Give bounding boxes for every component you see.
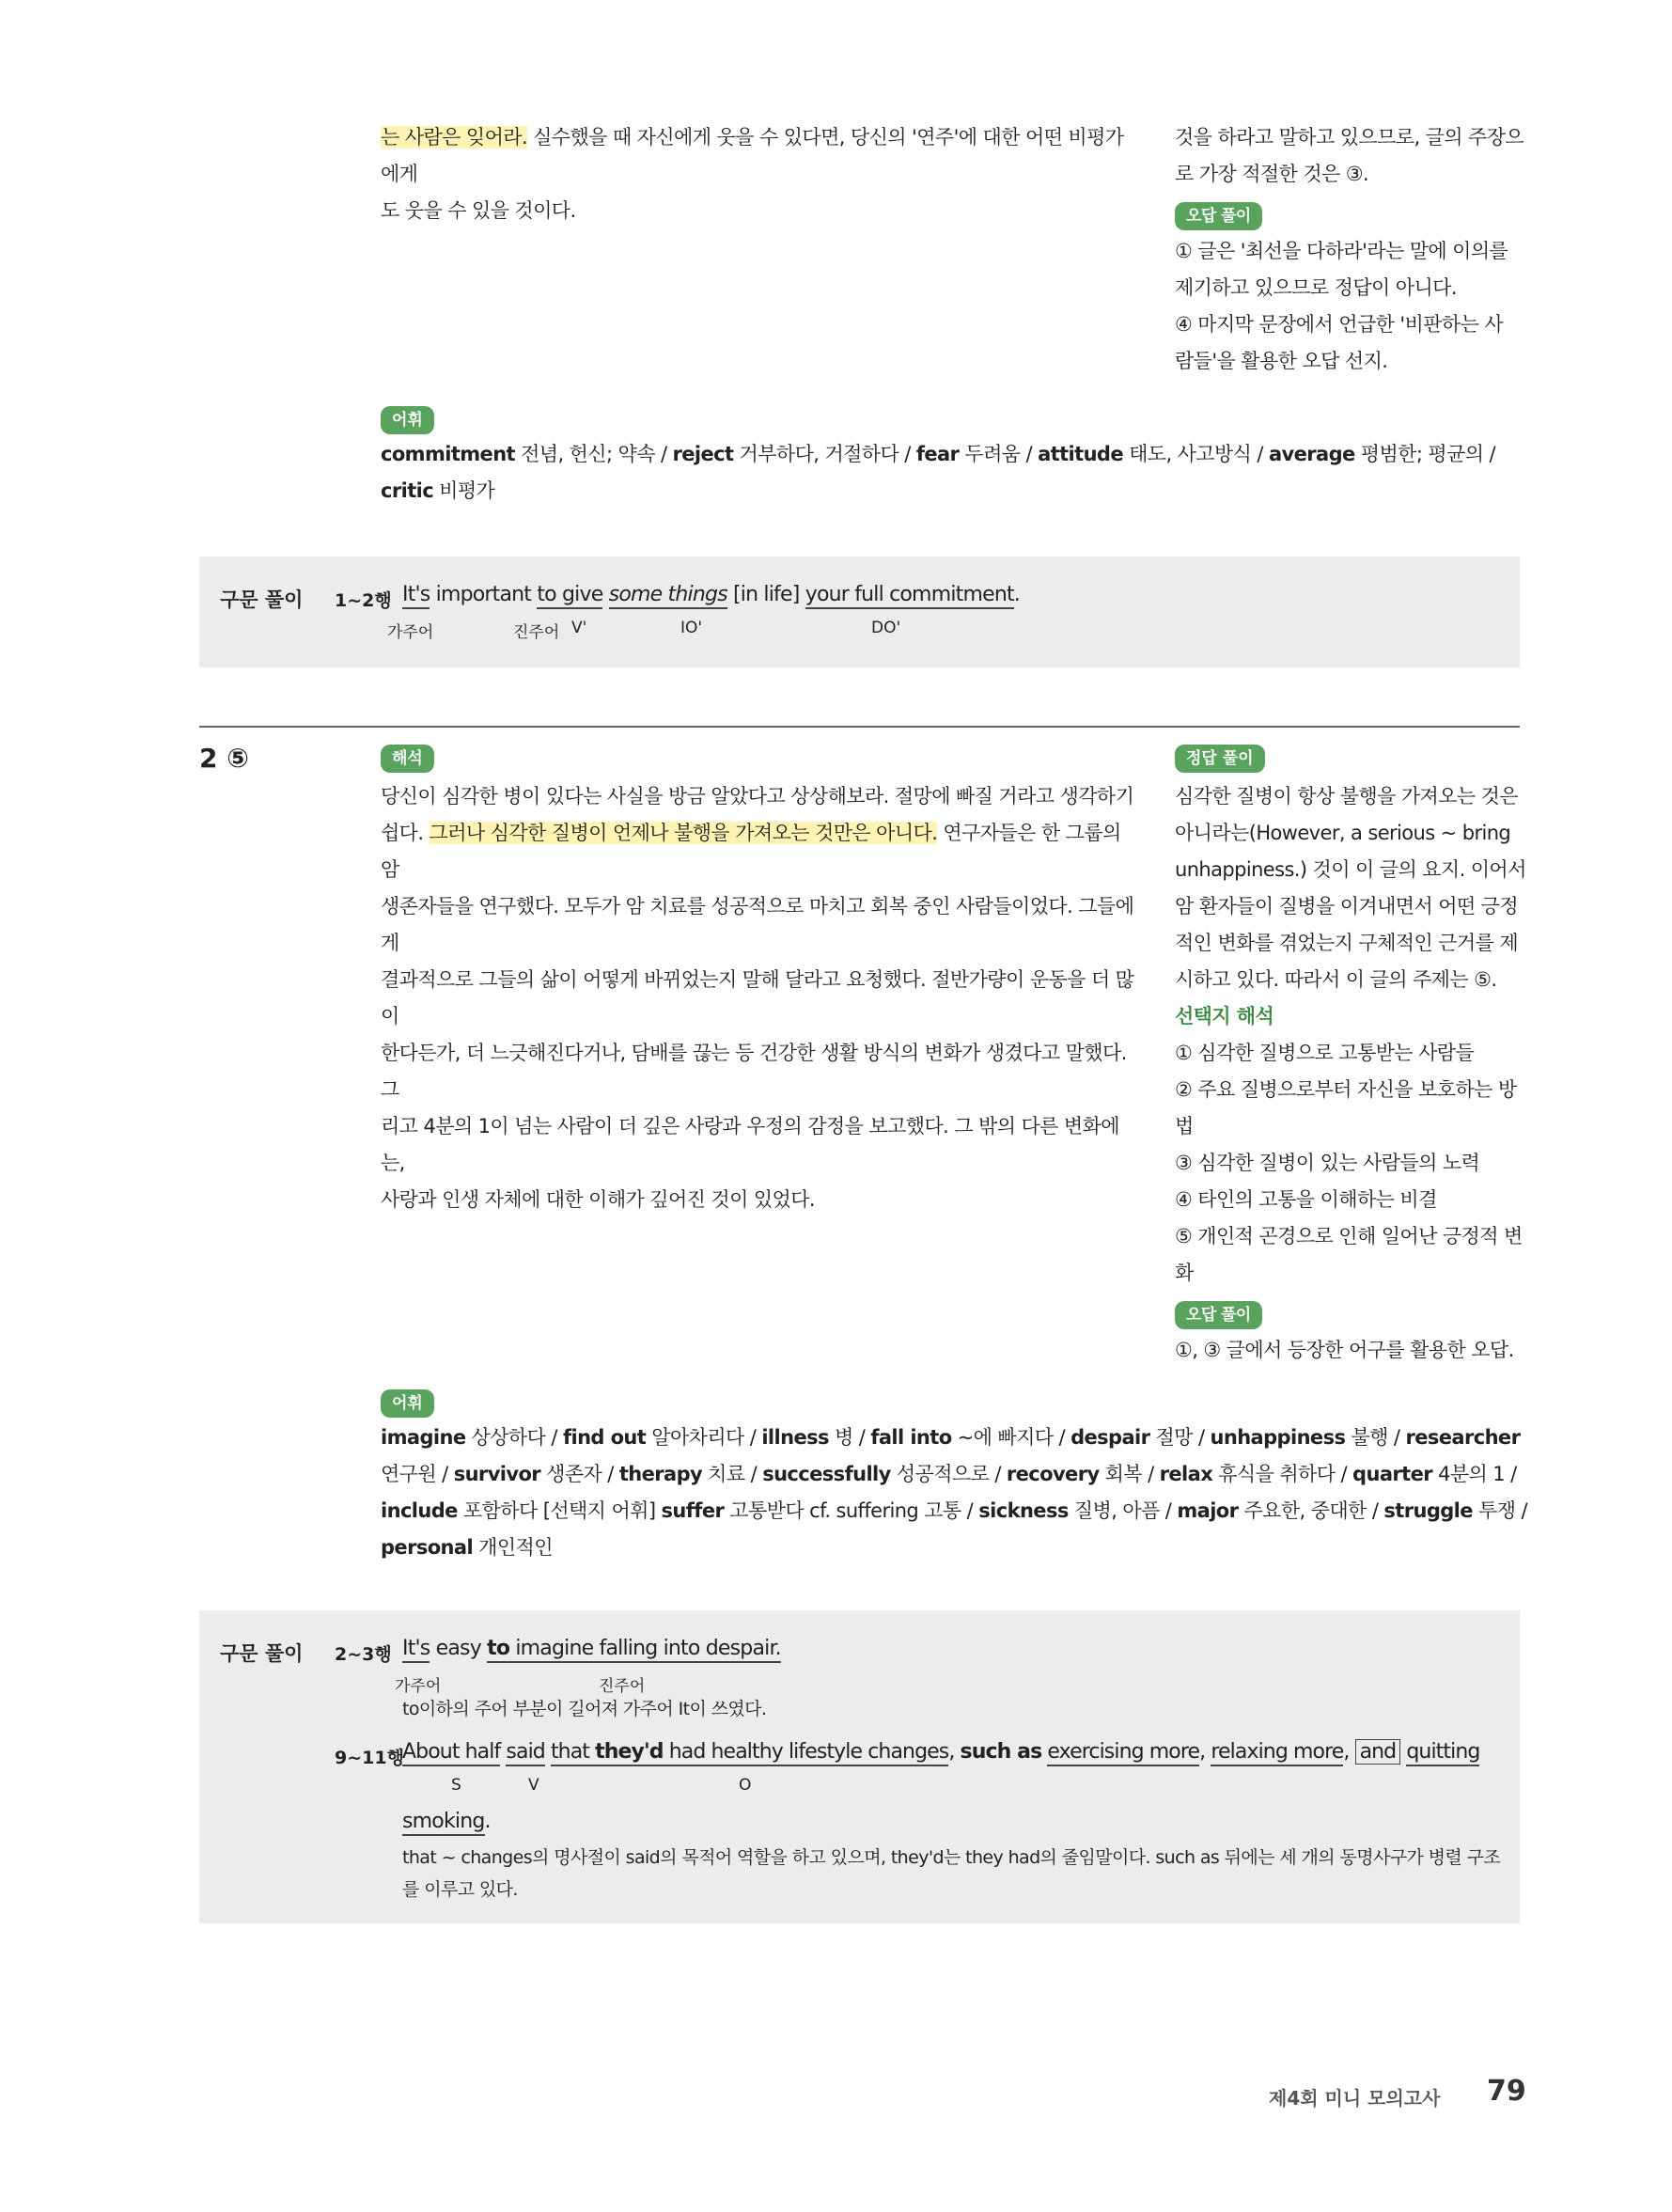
answer-line: 심각한 질병이 항상 불행을 가져오는 것은 <box>1175 785 1519 808</box>
syntax-label: 구문 풀이 <box>220 588 304 611</box>
sentence-part: imagine falling into despair. <box>509 1637 781 1660</box>
answer-line: 아니라는(However, a serious ~ bring <box>1175 822 1511 844</box>
vocab-meaning: 휴식을 취하다 / <box>1212 1463 1353 1485</box>
vocab-list-2 <box>381 1420 1537 1566</box>
sentence-part: said <box>506 1740 544 1766</box>
page-number: 79 <box>1487 2075 1526 2108</box>
line-number: 9~11행 <box>335 1748 404 1768</box>
sentence-part: some things <box>609 583 727 609</box>
answer-line: unhappiness.) 것이 이 글의 요지. 이어서 <box>1175 858 1526 881</box>
answer-line: 적인 변화를 겪었는지 구체적인 근거를 제 <box>1175 932 1519 954</box>
syntax-note-line: that ~ changes의 명사절이 said의 목적어 역할을 하고 있으며, they'd는 they had의 줄임말이다. such as 뒤에는 세 개의 동명사구가 병렬 구조 <box>402 1847 1501 1868</box>
vocab-meaning: 알아차리다 / <box>646 1426 762 1449</box>
vocab-word: major <box>1177 1499 1239 1522</box>
vocab-list-1 <box>381 436 1537 510</box>
grammar-label: DO' <box>871 619 901 637</box>
question-number-text: 2 <box>199 743 218 774</box>
vocab-meaning: 포함하다 [선택지 어휘] <box>457 1499 662 1522</box>
wrong-text: 람들'을 활용한 오답 선지. <box>1175 350 1388 372</box>
vocab-word: reject <box>672 443 734 465</box>
vocab-word: recovery <box>1006 1463 1100 1485</box>
syntax-note <box>402 1842 1511 1906</box>
q2-answer-column <box>1175 778 1532 1369</box>
choice-item: ① 심각한 질병으로 고통받는 사람들 <box>1175 1042 1475 1064</box>
interp-line: 사랑과 인생 자체에 대한 이해가 깊어진 것이 있었다. <box>381 1188 816 1211</box>
vocab-meaning: 치료 / <box>702 1463 763 1485</box>
interp-label-wrap <box>381 745 434 773</box>
vocab-section-2 <box>381 1389 434 1418</box>
vocab-word: critic <box>381 479 434 502</box>
wrong-answer-label: 오답 풀이 <box>1175 1301 1262 1329</box>
q2-interpretation <box>381 778 1142 1218</box>
interp-text: 실수했을 때 자신에게 웃을 수 있다면, 당신의 '연주'에 대한 어떤 비평가에게 <box>381 126 1124 185</box>
syntax-sentence-cont <box>402 1810 491 1833</box>
interp-line: 리고 4분의 1이 넘는 사람이 더 깊은 사랑과 우정의 감정을 보고했다. 그 밖의 다른 변화에는, <box>381 1115 1119 1174</box>
grammar-label: 진주어 <box>599 1677 646 1696</box>
sentence-part: About half <box>402 1740 500 1766</box>
sentence-part: , <box>1343 1740 1355 1764</box>
vocab-meaning: 고통받다 cf. suffering 고통 / <box>724 1499 979 1522</box>
sentence-part: [in life] <box>733 583 800 606</box>
vocab-meaning: 4분의 1 / <box>1432 1463 1517 1485</box>
vocab-word: find out <box>562 1426 647 1449</box>
vocab-word: sickness <box>978 1499 1069 1522</box>
vocab-meaning: 평범한; 평균의 / <box>1354 443 1495 465</box>
answer-line: 암 환자들이 질병을 이겨내면서 어떤 긍정 <box>1175 895 1519 918</box>
sentence-part: to give <box>537 583 602 609</box>
vocab-word: therapy <box>618 1463 703 1485</box>
vocab-meaning: 연구원 / <box>381 1463 454 1485</box>
question-answer: ⑤ <box>227 743 249 774</box>
wrong-text: ① 글은 '최선을 다하라'라는 말에 이의를 <box>1175 240 1508 262</box>
choice-item: ④ 타인의 고통을 이해하는 비결 <box>1175 1188 1437 1211</box>
vocab-word: imagine <box>381 1426 466 1449</box>
footer-title: 제4회 미니 모의고사 <box>1269 2087 1441 2110</box>
vocab-line <box>381 1530 1537 1566</box>
vocab-word: include <box>381 1499 458 1522</box>
vocab-word: despair <box>1070 1426 1150 1449</box>
vocab-meaning: 비평가 <box>433 479 495 502</box>
grammar-label: V <box>528 1776 539 1795</box>
sentence-part: smoking <box>402 1810 485 1836</box>
answer-line: 시하고 있다. 따라서 이 글의 주제는 ⑤. <box>1175 968 1497 991</box>
syntax-label: 구문 풀이 <box>220 1642 304 1665</box>
vocab-word: commitment <box>381 443 515 465</box>
syntax-sentence <box>402 1637 781 1660</box>
question-number <box>199 743 249 774</box>
interp-line: 한다든가, 더 느긋해진다거나, 담배를 끊는 등 건강한 생활 방식의 변화가 생겼다고 말했다. 그 <box>381 1042 1127 1101</box>
interp-line: 당신이 심각한 병이 있다는 사실을 방금 알았다고 상상해보라. 절망에 빠질 거라고 생각하기 <box>381 785 1134 808</box>
choice-item: ③ 심각한 질병이 있는 사람들의 노력 <box>1175 1152 1480 1174</box>
vocab-meaning: 주요한, 중대한 / <box>1238 1499 1384 1522</box>
vocab-word: researcher <box>1405 1426 1521 1449</box>
vocab-meaning: 절망 / <box>1149 1426 1211 1449</box>
answer-text: 것을 하라고 말하고 있으므로, 글의 주장으 <box>1175 126 1524 149</box>
sentence-part: . <box>484 1810 491 1833</box>
vocab-meaning: 회복 / <box>1099 1463 1160 1485</box>
syntax-box-1 <box>199 557 1520 667</box>
vocab-word: average <box>1268 443 1355 465</box>
grammar-label: 진주어 <box>513 623 560 642</box>
top-answer-column <box>1175 119 1532 380</box>
grammar-label: IO' <box>680 619 703 637</box>
sentence-part: It's <box>402 1637 430 1663</box>
interp-label: 해석 <box>381 745 434 773</box>
wrong-answer-label: 오답 풀이 <box>1175 202 1262 230</box>
vocab-word: suffer <box>661 1499 725 1522</box>
vocab-label: 어휘 <box>381 406 434 434</box>
interp-text: 도 웃을 수 있을 것이다. <box>381 199 576 222</box>
vocab-line <box>381 1493 1537 1530</box>
vocab-meaning: 투쟁 / <box>1472 1499 1527 1522</box>
vocab-word: survivor <box>453 1463 541 1485</box>
vocab-label: 어휘 <box>381 1389 434 1418</box>
sentence-part: and <box>1355 1739 1401 1765</box>
sentence-part: . <box>1013 583 1020 606</box>
vocab-line <box>381 1420 1537 1456</box>
vocab-meaning: 개인적인 <box>473 1536 553 1559</box>
vocab-meaning: 거부하다, 거절하다 / <box>733 443 916 465</box>
choices-heading: 선택지 해석 <box>1175 1005 1274 1028</box>
wrong-text: 제기하고 있으므로 정답이 아니다. <box>1175 276 1457 299</box>
line-number: 1~2행 <box>335 590 392 611</box>
answer-label-wrap <box>1175 745 1265 773</box>
highlight-text: 그러나 심각한 질병이 언제나 불행을 가져오는 것만은 아니다. <box>429 822 938 844</box>
wrong-text: ①, ③ 글에서 등장한 어구를 활용한 오답. <box>1175 1339 1514 1361</box>
sentence-part: relaxing more <box>1211 1740 1343 1766</box>
sentence-part: quitting <box>1406 1740 1479 1766</box>
vocab-word: struggle <box>1383 1499 1473 1522</box>
sentence-part: exercising more <box>1047 1740 1199 1766</box>
sentence-part: that <box>550 1740 596 1764</box>
sentence-part: such as <box>960 1740 1042 1764</box>
vocab-meaning: 불행 / <box>1345 1426 1406 1449</box>
choice-item: ② 주요 질병으로부터 자신을 보호하는 방 <box>1175 1078 1517 1101</box>
vocab-word: quarter <box>1352 1463 1432 1485</box>
syntax-box-2 <box>199 1610 1520 1923</box>
vocab-line <box>381 436 1537 473</box>
vocab-meaning: 두려움 / <box>959 443 1039 465</box>
vocab-word: unhappiness <box>1210 1426 1346 1449</box>
highlight-text: 는 사람은 잊어라. <box>381 126 528 149</box>
vocab-section-1 <box>381 406 434 434</box>
vocab-word: fear <box>915 443 960 465</box>
grammar-label: O <box>739 1776 752 1795</box>
grammar-label: V' <box>571 619 587 637</box>
sentence-part: important <box>430 583 538 606</box>
choice-item: ⑤ 개인적 곤경으로 인해 일어난 긍정적 변 <box>1175 1225 1523 1247</box>
vocab-meaning: 전념, 헌신; 약속 / <box>515 443 673 465</box>
syntax-note-line: 를 이루고 있다. <box>402 1879 518 1900</box>
answer-label: 정답 풀이 <box>1175 745 1265 773</box>
vocab-meaning: 질병, 아픔 / <box>1068 1499 1178 1522</box>
syntax-sentence <box>402 583 1020 606</box>
syntax-sentence <box>402 1740 1479 1764</box>
choice-item: 법 <box>1175 1115 1194 1137</box>
vocab-word: personal <box>381 1536 474 1559</box>
sentence-part: It's <box>402 583 430 609</box>
vocab-word: relax <box>1159 1463 1213 1485</box>
sentence-part: easy <box>430 1637 488 1660</box>
sentence-part: , <box>948 1740 961 1764</box>
section-divider <box>199 726 1520 728</box>
wrong-text: ④ 마지막 문장에서 언급한 '비판하는 사 <box>1175 313 1504 336</box>
sentence-part: , <box>1199 1740 1211 1764</box>
syntax-note: to이하의 주어 부분이 길어져 가주어 It이 쓰였다. <box>402 1699 767 1719</box>
grammar-label: 가주어 <box>395 1677 442 1696</box>
interp-line <box>381 815 1142 888</box>
vocab-word: attitude <box>1038 443 1124 465</box>
vocab-meaning: ~에 빠지다 / <box>951 1426 1071 1449</box>
vocab-meaning: 상상하다 / <box>465 1426 563 1449</box>
vocab-word: fall into <box>870 1426 952 1449</box>
choice-item: 화 <box>1175 1262 1194 1284</box>
vocab-line <box>381 1456 1537 1493</box>
sentence-part: your full commitment <box>805 583 1014 609</box>
sentence-part: had healthy lifestyle changes <box>663 1740 949 1764</box>
vocab-line <box>381 473 1537 510</box>
interp-text: 연구자들은 한 그룹의 암 <box>381 822 1121 881</box>
vocab-meaning: 성공적으로 / <box>890 1463 1007 1485</box>
vocab-meaning: 생존자 / <box>540 1463 619 1485</box>
answer-text: 로 가장 적절한 것은 ③. <box>1175 163 1369 185</box>
grammar-label: 가주어 <box>387 623 434 642</box>
grammar-label: S <box>451 1776 461 1795</box>
vocab-word: illness <box>761 1426 829 1449</box>
interp-text: 쉽다. <box>381 822 430 844</box>
vocab-word: successfully <box>762 1463 891 1485</box>
top-interpretation <box>381 119 1133 229</box>
sentence-part: to <box>487 1637 510 1660</box>
vocab-meaning: 태도, 사고방식 / <box>1123 443 1269 465</box>
line-number: 2~3행 <box>335 1644 392 1665</box>
interp-line: 생존자들을 연구했다. 모두가 암 치료를 성공적으로 마치고 회복 중인 사람들이었다. 그들에게 <box>381 895 1134 954</box>
sentence-part: they'd <box>595 1740 664 1764</box>
vocab-meaning: 병 / <box>828 1426 871 1449</box>
interp-line: 결과적으로 그들의 삶이 어떻게 바뀌었는지 말해 달라고 요청했다. 절반가량이 운동을 더 많이 <box>381 968 1134 1028</box>
